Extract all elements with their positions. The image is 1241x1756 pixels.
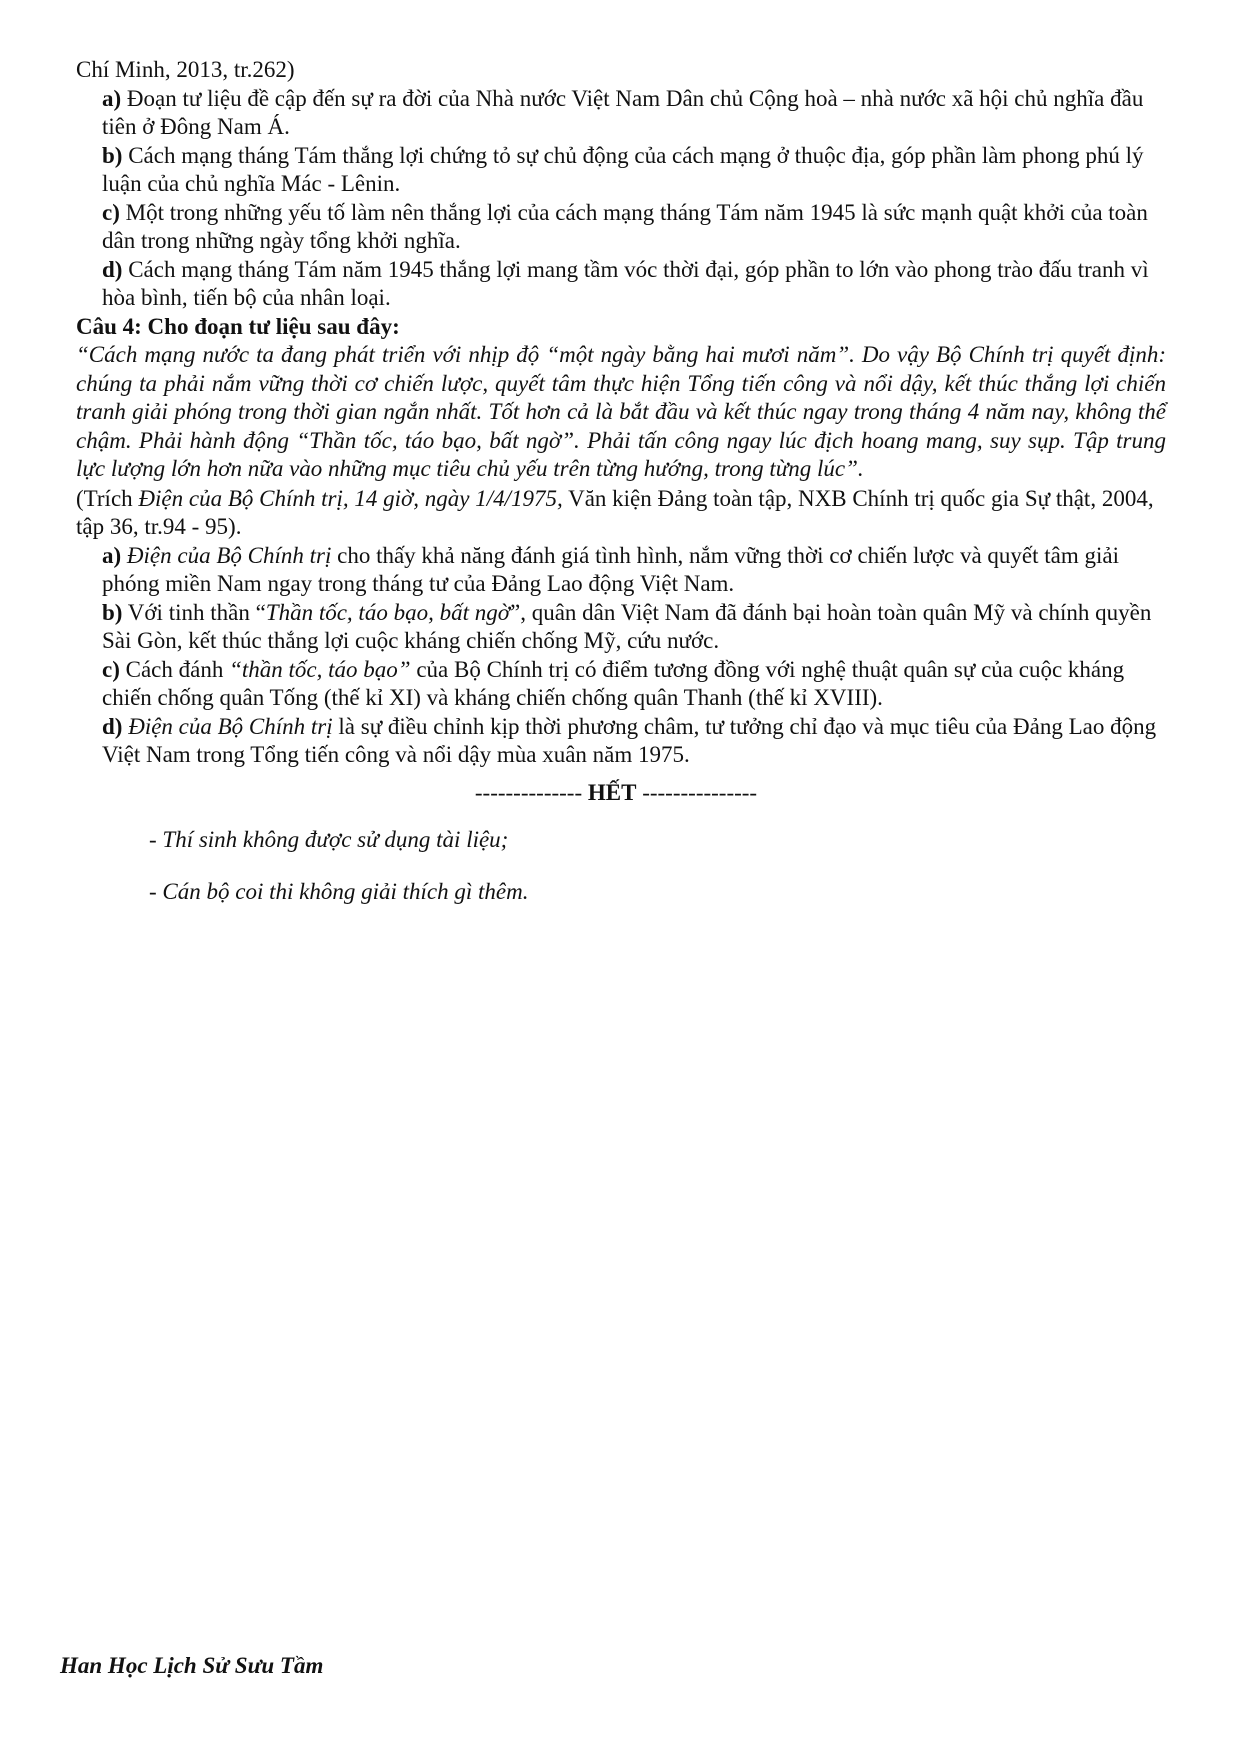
- end-dashes-right: ---------------: [636, 779, 758, 805]
- end-word: HẾT: [587, 779, 637, 805]
- note-no-materials: - Thí sinh không được sử dụng tài liệu;: [149, 827, 509, 852]
- statement-italic: “thần tốc, táo bạo”: [229, 656, 411, 682]
- statement-italic: Điện của Bộ Chính trị: [122, 713, 333, 739]
- statement-text: Cách mạng tháng Tám năm 1945 thắng lợi mang tầm vóc thời đại, góp phần to lớn vào phong trào đấu tranh vì hòa bình, tiến bộ của nhân loại.: [102, 256, 1149, 310]
- statement-text: ”, quân dân Việt Nam đã đánh bại hoàn toàn quân Mỹ và chính quyền Sài Gòn, kết thúc thắng lợi cuộc kháng chiến chống Mỹ, cứu nước.: [102, 599, 1152, 653]
- q3-statement-d: [76, 256, 1166, 313]
- statement-pre: Cách đánh: [119, 656, 230, 682]
- statement-label: b): [102, 142, 123, 168]
- statement-italic: Thần tốc, táo bạo, bất ngờ: [265, 599, 510, 625]
- source-continuation: Chí Minh, 2013, tr.262): [76, 57, 295, 82]
- q3-statement-c: [76, 199, 1166, 256]
- q4-statement-c: [76, 656, 1166, 713]
- q4-source: [76, 485, 1166, 542]
- q4-statement-b: [76, 599, 1166, 656]
- q4-quote: “Cách mạng nước ta đang phát triển với nhịp độ “một ngày bằng hai mươi năm”. Do vậy Bộ Chính trị quyết định: chúng ta phải nắm vững thời cơ chiến lược, quyết tâm thực hiện Tổng tiến công và nổi dậy, kết thúc thắng lợi chiến tranh giải phóng trong thời gian ngắn nhất. Tốt hơn cả là bắt đầu và kết thúc ngay trong tháng 4 năm nay, không thể chậm. Phải hành động “Thần tốc, táo bạo, bất ngờ”. Phải tấn công ngay lúc địch hoang mang, suy sụp. Tập trung lực lượng lớn hơn nữa vào những mục tiêu chủ yếu trên từng hướng, trong từng lúc”.: [76, 342, 1166, 481]
- statement-text: là sự điều chỉnh kịp thời phương châm, tư tưởng chỉ đạo và mục tiêu của Đảng Lao động Việt Nam trong Tổng tiến công và nổi dậy mùa xuân năm 1975.: [102, 713, 1157, 767]
- statement-text: Đoạn tư liệu đề cập đến sự ra đời của Nhà nước Việt Nam Dân chủ Cộng hoà – nhà nước xã hội chủ nghĩa đầu tiên ở Đông Nam Á.: [102, 85, 1144, 139]
- exam-page: [76, 56, 1166, 929]
- statement-label: d): [102, 713, 123, 739]
- statement-label: b): [102, 599, 123, 625]
- source-rest: Văn kiện Đảng toàn tập, NXB Chính trị quốc gia Sự thật, 2004, tập 36, tr.94 - 95).: [76, 485, 1154, 539]
- note-no-explanation: - Cán bộ coi thi không giải thích gì thêm.: [149, 878, 529, 904]
- q3-statement-b: [76, 142, 1166, 199]
- statement-text: Cách mạng tháng Tám thắng lợi chứng tỏ sự chủ động của cách mạng ở thuộc địa, góp phần làm phong phú lý luận của chủ nghĩa Mác - Lênin.: [102, 142, 1144, 196]
- statement-label: a): [102, 85, 122, 111]
- footer-credit: Han Học Lịch Sử Sưu Tầm: [60, 1653, 324, 1678]
- end-dashes-left: --------------: [474, 779, 588, 805]
- statement-label: c): [102, 656, 120, 682]
- q4-statement-d: [76, 713, 1166, 770]
- statement-label: d): [102, 256, 123, 282]
- statement-text: Một trong những yếu tố làm nên thắng lợi của cách mạng tháng Tám năm 1945 là sức mạnh quật khởi của toàn dân trong những ngày tổng khởi nghĩa.: [102, 199, 1148, 253]
- statement-text: cho thấy khả năng đánh giá tình hình, nắm vững thời cơ chiến lược và quyết tâm giải phóng miền Nam ngay trong tháng tư của Đảng Lao động Việt Nam.: [102, 542, 1120, 596]
- q4-statement-a: [76, 542, 1166, 599]
- statement-label: c): [102, 199, 120, 225]
- statement-italic: Điện của Bộ Chính trị: [121, 542, 332, 568]
- source-prefix: (Trích: [76, 485, 139, 511]
- source-title: Điện của Bộ Chính trị, 14 giờ, ngày 1/4/1975,: [138, 485, 563, 511]
- statement-label: a): [102, 542, 122, 568]
- end-marker: [76, 779, 1166, 808]
- statement-text: của Bộ Chính trị có điểm tương đồng với nghệ thuật quân sự của cuộc kháng chiến chống quân Tống (thế kỉ XI) và kháng chiến chống quân Thanh (thế kỉ XVIII).: [102, 656, 1125, 710]
- statement-pre: Với tinh thần “: [122, 599, 266, 625]
- q3-statement-a: [76, 85, 1166, 142]
- question-4-title: Câu 4: Cho đoạn tư liệu sau đây:: [76, 313, 400, 339]
